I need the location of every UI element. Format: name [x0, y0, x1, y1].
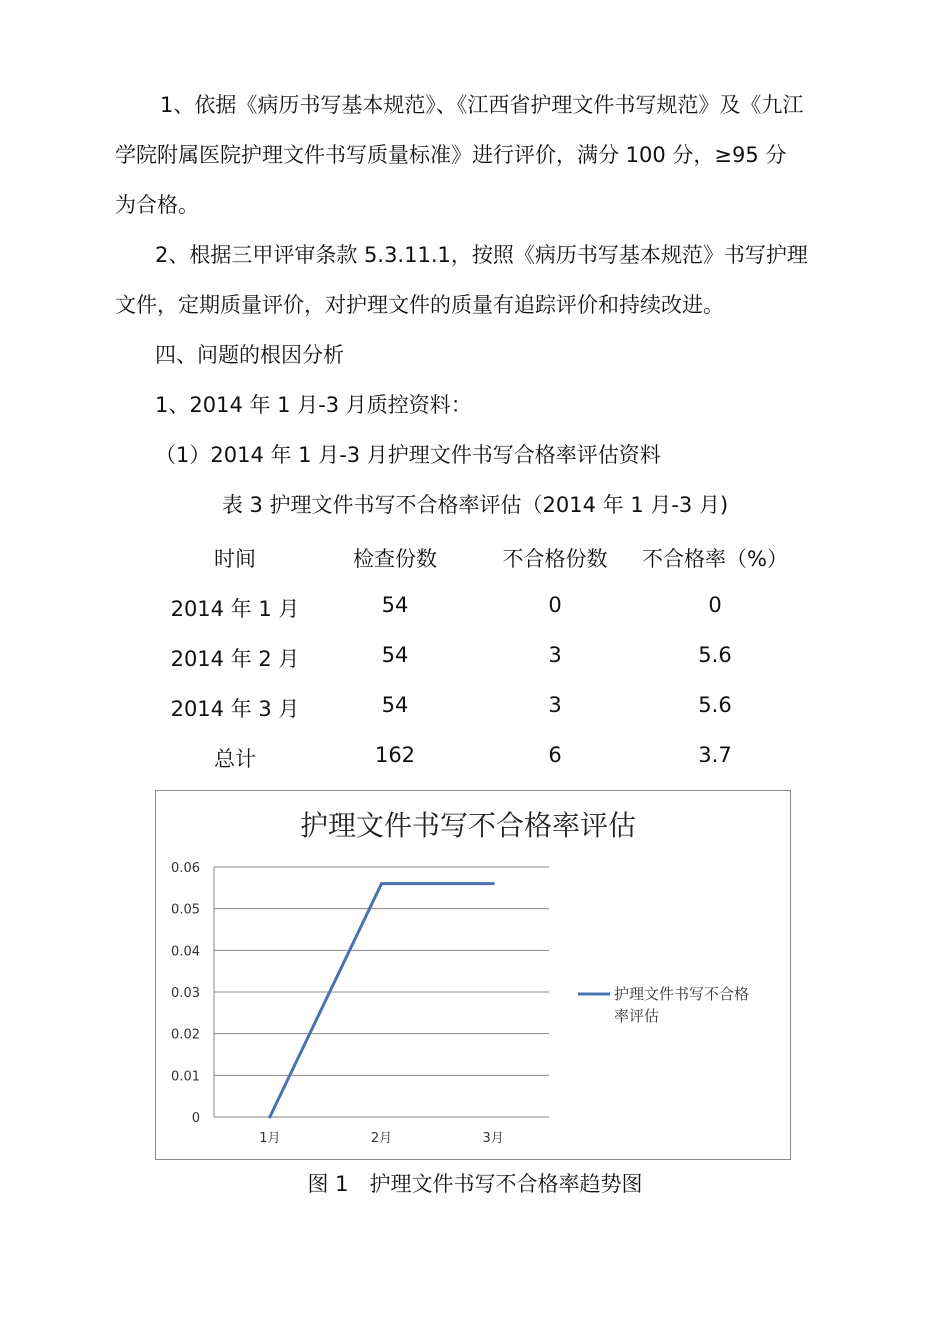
section-heading: 四、问题的根因分析 — [155, 343, 344, 367]
paragraph-line: 为合格。 — [115, 193, 199, 217]
data-point — [380, 882, 383, 885]
y-tick-label: 0 — [191, 1111, 200, 1126]
table-cell: 2014 年 3 月 — [170, 697, 300, 721]
table-cell: 3 — [548, 693, 562, 717]
y-tick-label: 0.03 — [171, 986, 200, 1001]
legend-label: 率评估 — [614, 1007, 660, 1025]
paragraph-line: 2、根据三甲评审条款 5.3.11.1，按照《病历书写基本规范》书写护理 — [155, 243, 808, 267]
x-tick-label: 1月 — [259, 1131, 281, 1146]
subsection-heading: 1、2014 年 1 月-3 月质控资料： — [155, 393, 472, 417]
table-cell: 54 — [381, 593, 409, 617]
line-chart — [155, 790, 791, 1160]
table-header-cell: 时间 — [214, 547, 256, 571]
table-title: 表 3 护理文件书写不合格率评估（2014 年 1 月-3 月) — [221, 493, 729, 517]
figure-caption: 图 1 护理文件书写不合格率趋势图 — [307, 1172, 643, 1196]
table-cell: 2014 年 1 月 — [170, 597, 300, 621]
chart-title: 护理文件书写不合格率评估 — [299, 809, 637, 842]
data-point — [268, 1116, 271, 1119]
table-header-row — [150, 543, 840, 573]
table-header-cell: 不合格份数 — [502, 547, 608, 571]
table-row — [150, 693, 840, 723]
x-tick-label: 3月 — [482, 1131, 504, 1146]
table-cell: 3.7 — [698, 743, 732, 767]
table-cell: 54 — [381, 693, 409, 717]
table-cell: 总计 — [214, 747, 256, 771]
table-cell: 3 — [548, 643, 562, 667]
data-point — [492, 882, 495, 885]
y-tick-label: 0.02 — [171, 1027, 200, 1043]
paragraph-line: 1、依据《病历书写基本规范》、《江西省护理文件书写规范》及《九江 — [160, 93, 804, 117]
table-cell: 2014 年 2 月 — [170, 647, 300, 671]
paragraph-line: 学院附属医院护理文件书写质量标准》进行评价，满分 100 分，≥95 分 — [115, 143, 787, 167]
table-cell: 5.6 — [698, 693, 732, 717]
legend-label: 护理文件书写不合格 — [614, 985, 750, 1003]
chart-canvas — [156, 791, 790, 1159]
table-cell: 0 — [708, 593, 722, 617]
paragraph-line: 文件，定期质量评价，对护理文件的质量有追踪评价和持续改进。 — [115, 293, 724, 317]
table-cell: 6 — [548, 743, 562, 767]
series-line — [270, 884, 493, 1117]
y-tick-label: 0.05 — [171, 902, 200, 918]
table-total-row — [150, 743, 840, 773]
table-header-cell: 检查份数 — [353, 547, 437, 571]
table-cell: 54 — [381, 643, 409, 667]
y-tick-label: 0.01 — [171, 1069, 200, 1085]
table-header-cell: 不合格率（%） — [642, 547, 788, 571]
table-row — [150, 643, 840, 673]
x-tick-label: 2月 — [370, 1131, 393, 1146]
table-cell: 162 — [374, 743, 416, 767]
table-cell: 0 — [548, 593, 562, 617]
subsection-heading: （1）2014 年 1 月-3 月护理文件书写合格率评估资料 — [155, 443, 661, 467]
y-tick-label: 0.06 — [171, 861, 200, 876]
y-tick-label: 0.04 — [171, 944, 200, 960]
table-cell: 5.6 — [698, 643, 732, 667]
table-row — [150, 593, 840, 623]
